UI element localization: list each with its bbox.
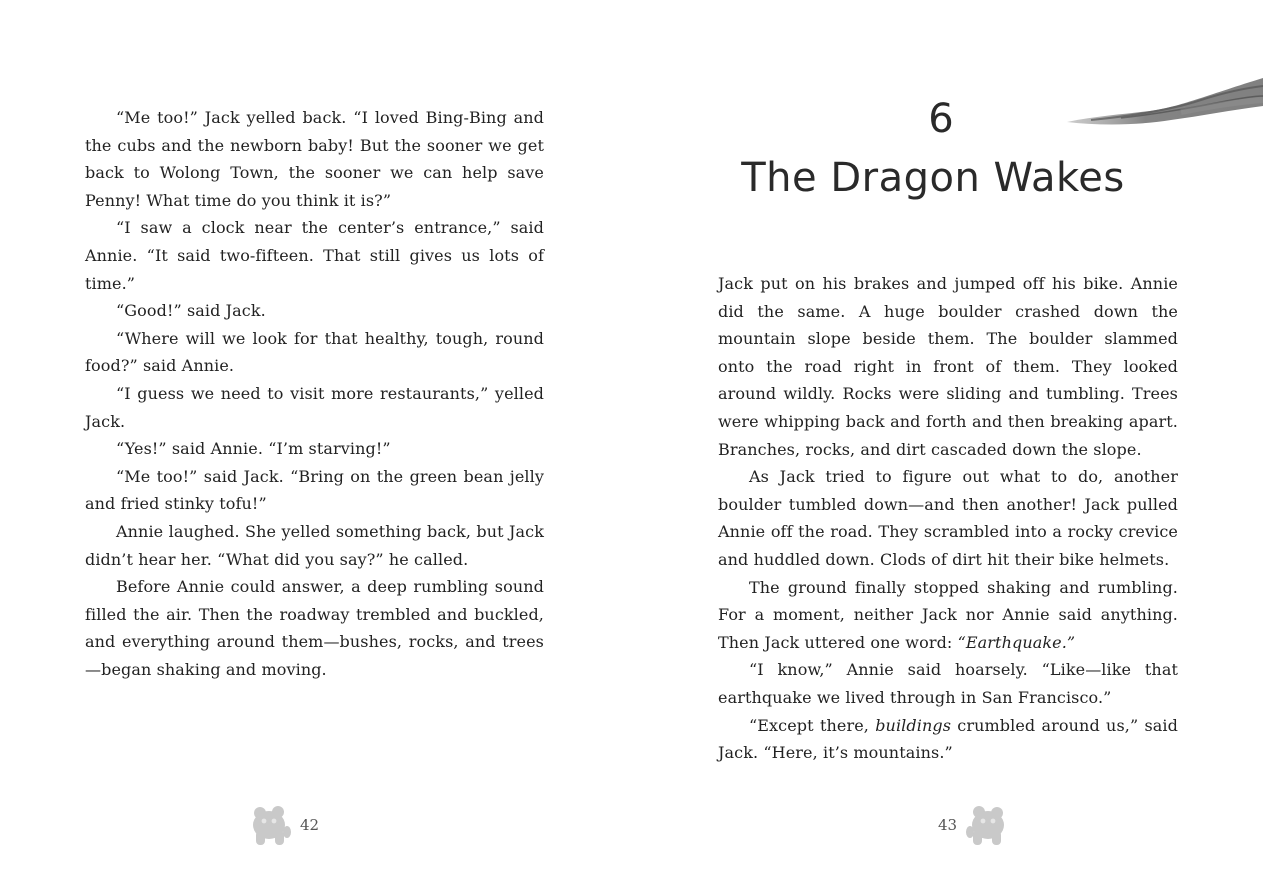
paragraph: “Me too!” Jack yelled back. “I loved Bing-Bing and the cubs and the newborn baby! But the sooner we get back to Wolong Town, the sooner we can help save Penny! What time do you think it is?” [85,108,544,210]
left-page-body [85,104,544,683]
page-number: 42 [300,816,320,834]
paragraph: “Where will we look for that healthy, tough, round food?” said Annie. [85,328,544,376]
left-page [0,0,631,873]
paragraph-text: crumbled around us,” said Jack. “Here, it’s mountains.” [718,715,1178,763]
paragraph: “I know,” Annie said hoarsely. “Like—like that earthquake we lived through in San Francisco.” [718,660,1178,707]
paragraph [718,574,1178,657]
page-number: 43 [938,816,958,834]
paragraph: “I saw a clock near the center’s entrance,” said Annie. “It said two-fifteen. That still gives us lots of time.” [85,218,544,293]
left-page-footer [250,800,319,850]
paragraph: “I guess we need to visit more restaurants,” yelled Jack. [85,383,544,431]
emphasized-text: “Earthquake.” [957,632,1076,652]
paragraph: “Good!” said Jack. [116,301,266,321]
right-page-footer [938,800,1007,850]
paragraph-text: “Except there, [749,715,876,735]
paragraph: Annie laughed. She yelled something back, but Jack didn’t hear her. “What did you say?” he called. [85,521,544,569]
right-page-body [718,270,1178,767]
paragraph: Jack put on his brakes and jumped off his bike. Annie did the same. A huge boulder crashed down the mountain slope beside them. The boulder slammed onto the road right in front of them. They looked around wildly. Rocks were sliding and tumbling. Trees were whipping back and forth and then breaking apart. Branches, rocks, and dirt cascaded down the slope. [718,274,1178,459]
paragraph [718,712,1178,767]
panda-icon [250,803,292,847]
paragraph: “Me too!” said Jack. “Bring on the green bean jelly and fried stinky tofu!” [85,466,544,514]
emphasized-text: buildings [875,715,952,735]
right-page [631,0,1263,873]
paragraph-text: The ground finally stopped shaking and rumbling. For a moment, neither Jack nor Annie said anything. Then Jack uttered one word: [718,577,1178,652]
chapter-number: 6 [928,96,954,142]
paragraph: As Jack tried to figure out what to do, another boulder tumbled down—and then another! Jack pulled Annie off the road. They scrambled into a rocky crevice and huddled down. Clods of dirt hit their bike helmets. [718,467,1178,569]
paragraph: “Yes!” said Annie. “I’m starving!” [116,439,391,459]
chapter-title: The Dragon Wakes [741,155,1125,201]
panda-icon [965,803,1007,847]
paragraph: Before Annie could answer, a deep rumbling sound filled the air. Then the roadway trembled and buckled, and everything around them—bushes, rocks, and trees—began shaking and moving. [85,577,544,679]
